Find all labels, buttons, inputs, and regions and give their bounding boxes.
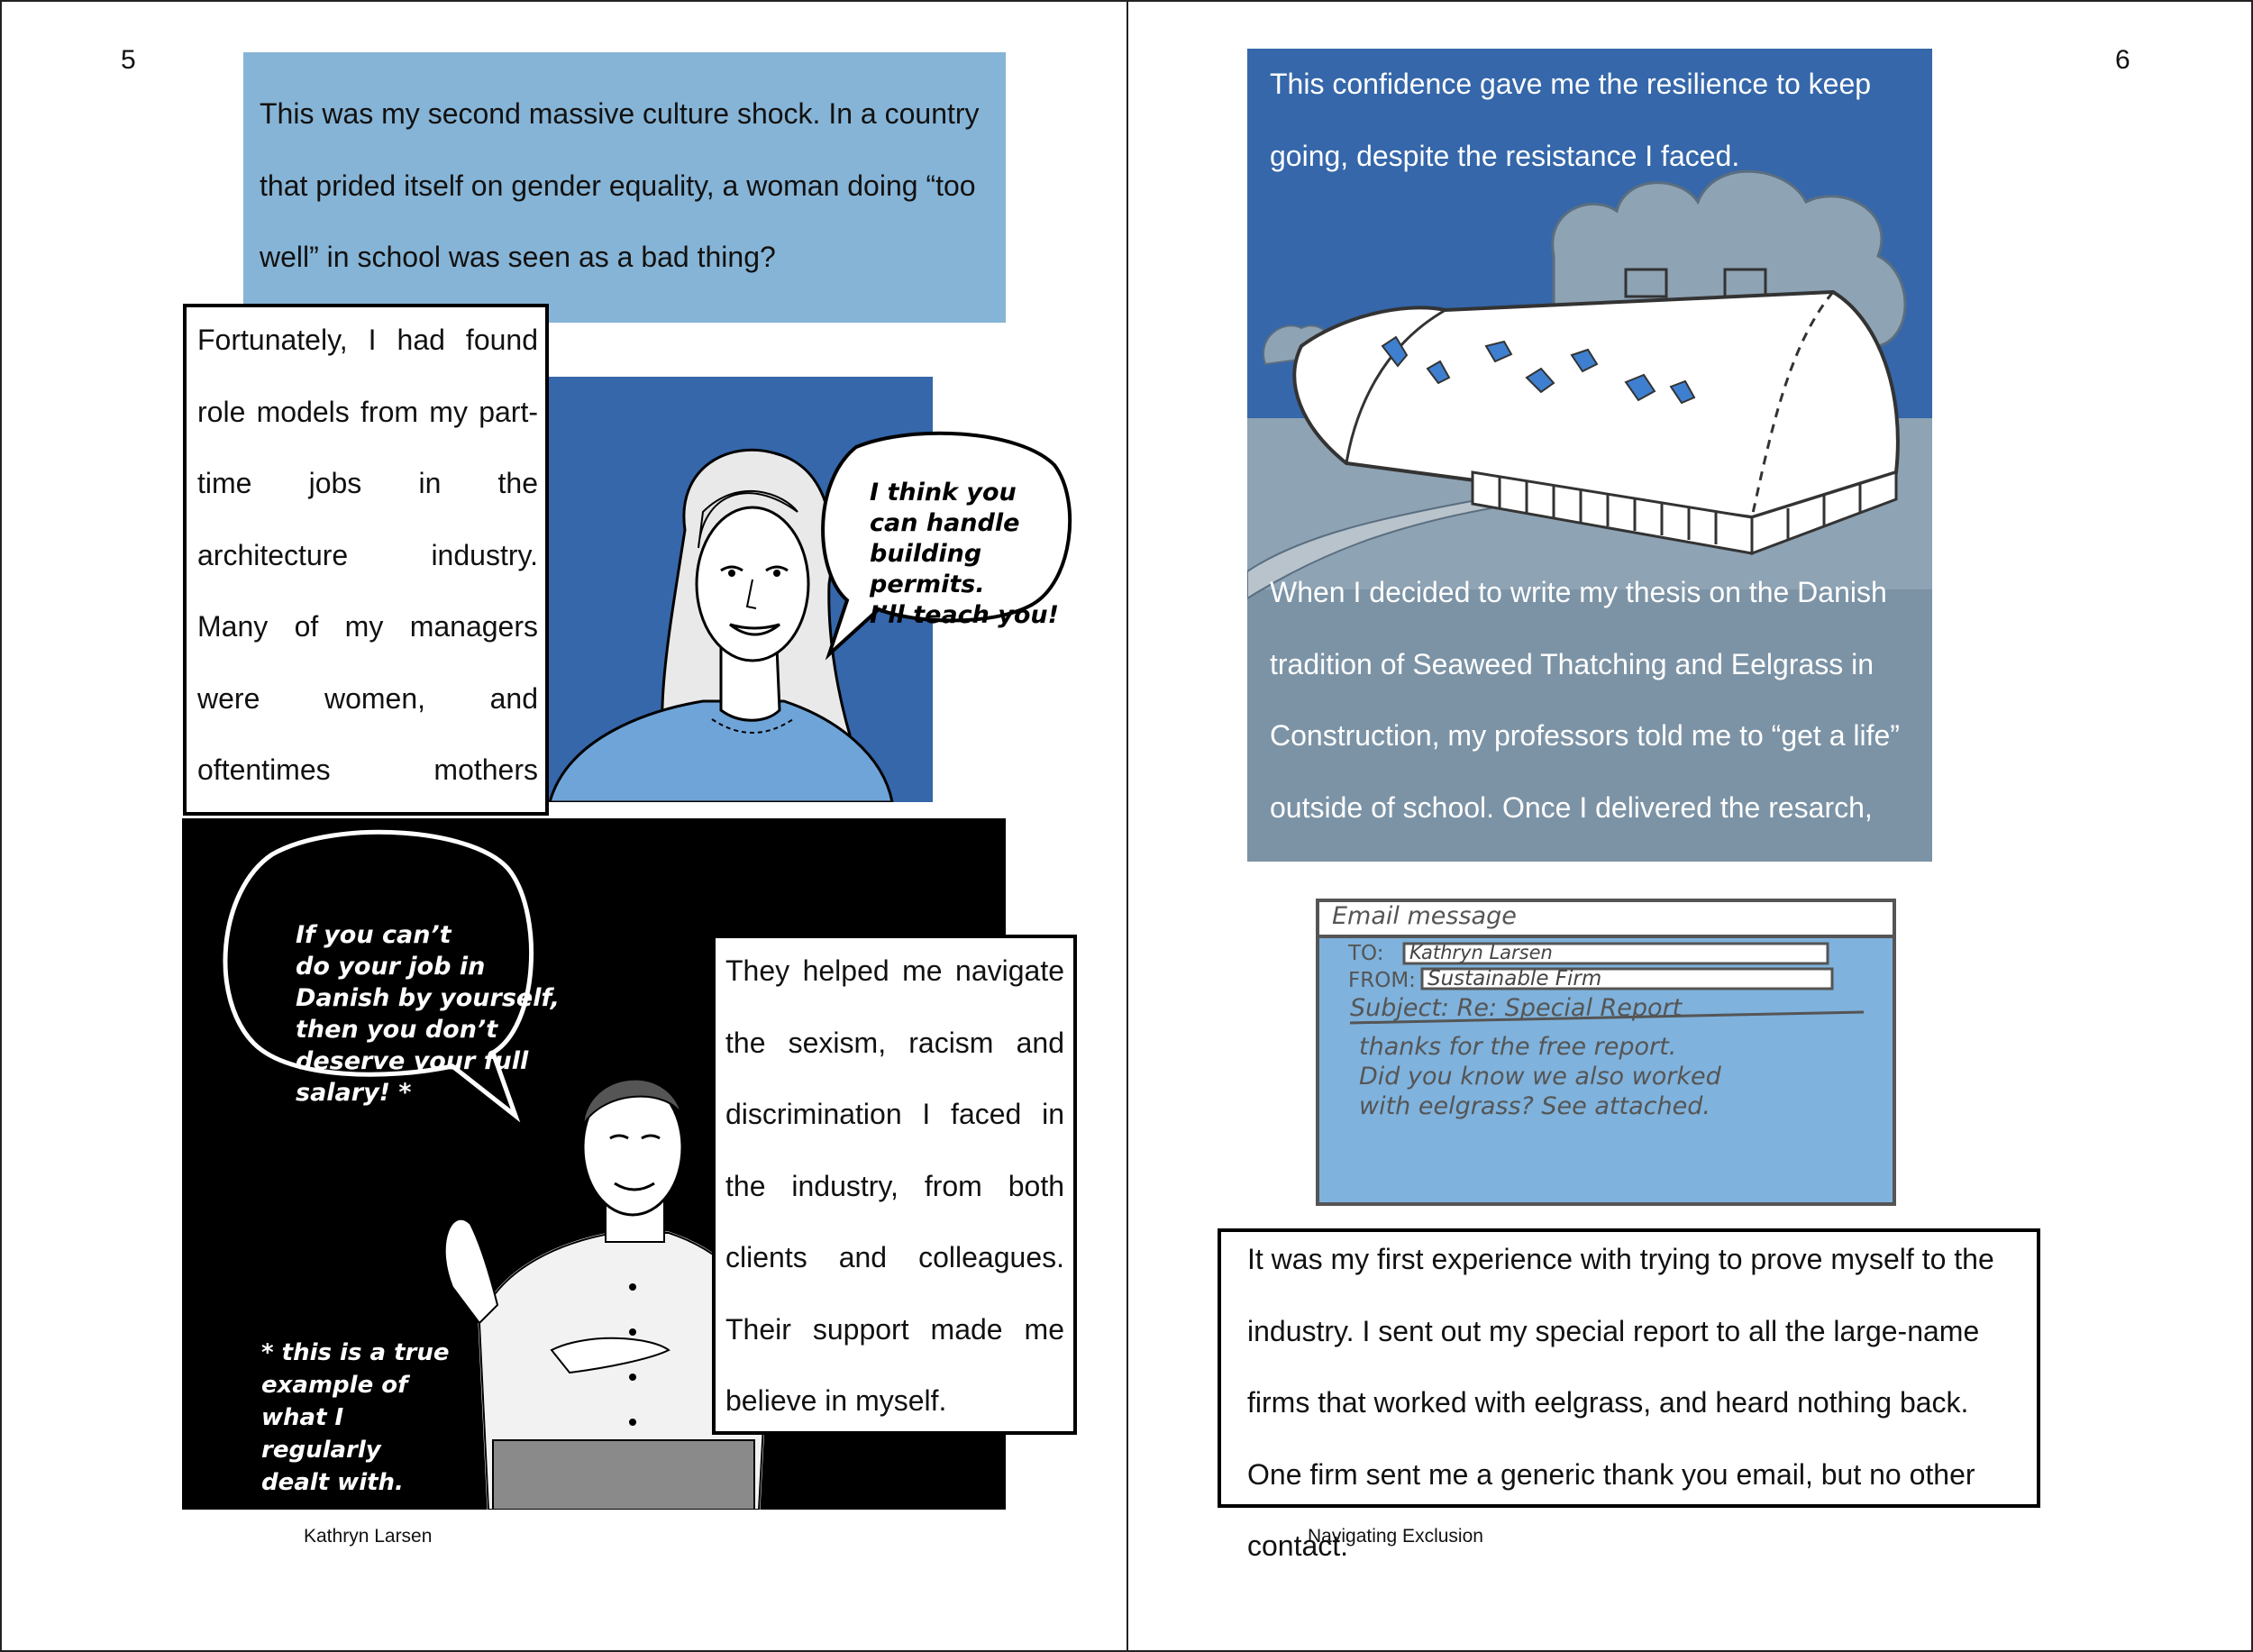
footnote-true-example: * this is a true example of what I regularly dealt with.	[261, 1339, 450, 1496]
caption-confidence: This confidence gave me the resilience to keep going, despite the resistance I faced.	[1270, 68, 1872, 172]
caption-culture-shock: This was my second massive culture shock. In a country that prided itself on gender equality, a woman doing “too well” in school was seen as a bad thing?	[260, 97, 980, 273]
speech-text-colleague: If you can’t do your job in Danish by yourself, then you don’t deserve your full salary! *	[296, 921, 560, 1107]
email-subject-value: Re: Special Report	[1456, 994, 1683, 1022]
email-to-value: Kathryn Larsen	[1409, 942, 1553, 963]
speech-text-manager: I think you can handle building permits. I’ll teach you!	[870, 479, 1059, 629]
caption-helped: They helped me navigate the sexism, racism and discrimination I faced in the industry, from both clients and colleagues. Their support made me believe in myself.	[725, 954, 1064, 1417]
caption-role-models: Fortunately, I had found role models from my part-time jobs in the architecture industry. Many of my managers were women, and oftentimes mothers	[197, 324, 538, 786]
page-number-right: 6	[2115, 45, 2130, 75]
caption-first-experience: It was my first experience with trying to prove myself to the industry. I sent out my special report to all the large-name firms that worked with eelgrass, and heard nothing back. One firm sent me a generic thank you email, but no other contact.	[1247, 1243, 1994, 1562]
footer-right: Navigating Exclusion	[1308, 1526, 1483, 1547]
email-body: thanks for the free report. Did you know we also worked with eelgrass? See attached.	[1359, 1033, 1721, 1120]
email-subject	[1350, 994, 1682, 1022]
email-from-value: Sustainable Firm	[1428, 967, 1602, 990]
footer-left: Kathryn Larsen	[304, 1526, 433, 1547]
email-to-label: TO:	[1348, 942, 1384, 965]
email-title: Email message	[1332, 902, 1517, 930]
email-subject-label: Subject:	[1350, 994, 1450, 1022]
email-message	[1314, 897, 1898, 1208]
email-from-label: FROM:	[1348, 969, 1416, 992]
page-number-left: 5	[121, 45, 136, 75]
caption-thesis: When I decided to write my thesis on the Danish tradition of Seaweed Thatching and Eelgrass in Construction, my professors told me to “get a life” outside of school. Once I delivered the resarch, they awarded me a bursary prize.	[1270, 576, 1900, 895]
